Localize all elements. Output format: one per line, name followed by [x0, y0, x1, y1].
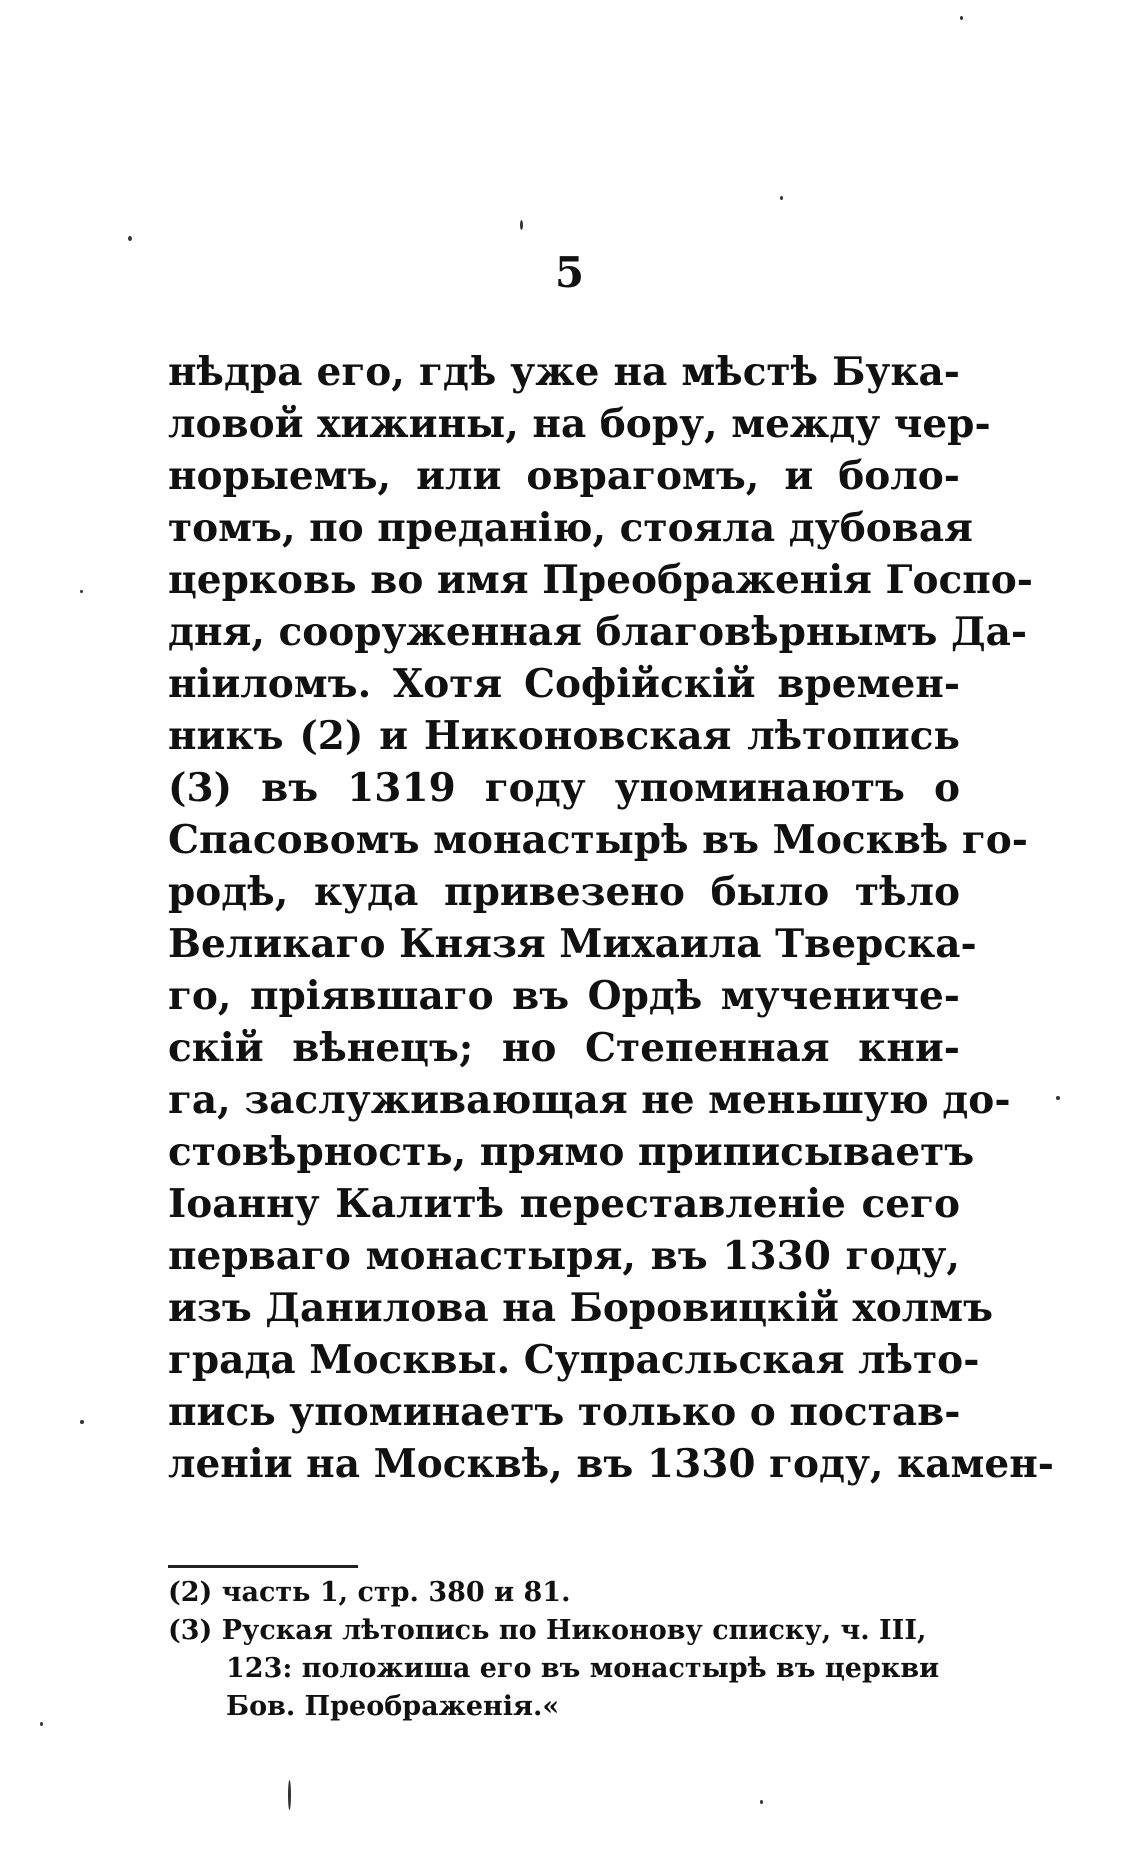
- text-line: церковь во имя Преображенія Госпо-: [168, 557, 1033, 603]
- scan-speck: [960, 16, 963, 20]
- body-text: [168, 346, 1054, 1490]
- footnote-separator: [168, 1565, 358, 1568]
- text-line: изъ Данилова на Боровицкій холмъ: [168, 1285, 994, 1331]
- text-line: норыемъ, или оврагомъ, и боло-: [168, 453, 960, 499]
- text-line: пись упоминаетъ только о постав-: [168, 1389, 961, 1435]
- scan-speck: [288, 1780, 291, 1810]
- text-line: Іоанну Калитѣ переставленіе сего: [168, 1181, 960, 1227]
- scan-speck: [128, 236, 132, 241]
- text-line: го, пріявшаго въ Ордѣ мучениче-: [168, 973, 960, 1019]
- text-line: га, заслуживающая не меньшую до-: [168, 1077, 1011, 1123]
- text-line: томъ, по преданію, стояла дубовая: [168, 505, 973, 551]
- text-line: леніи на Москвѣ, въ 1330 году, камен-: [168, 1441, 1054, 1487]
- footnotes: [168, 1574, 960, 1726]
- text-line: скій вѣнецъ; но Степенная кни-: [168, 1025, 960, 1071]
- text-line: нѣдра его, гдѣ уже на мѣстѣ Бука-: [168, 349, 960, 395]
- text-line: града Москвы. Супрасльская лѣто-: [168, 1337, 980, 1383]
- footnote-line: 123: положиша его въ монастырѣ въ церкви: [226, 1653, 940, 1684]
- scan-speck: [780, 196, 783, 200]
- footnote-line: (3) Руская лѣтопись по Никонову списку, ч. III,: [168, 1615, 927, 1646]
- footnote-line: Бов. Преображенія.«: [226, 1691, 560, 1722]
- page-number: 5: [554, 248, 586, 297]
- text-line: никъ (2) и Никоновская лѣтопись: [168, 713, 960, 759]
- footnote-line: (2) часть 1, стр. 380 и 81.: [168, 1577, 571, 1608]
- text-line: ніиломъ. Хотя Софійскій времен-: [168, 661, 960, 707]
- text-line: ловой хижины, на бору, между чер-: [168, 401, 991, 447]
- text-line: (3) въ 1319 году упоминаютъ о: [168, 765, 960, 811]
- text-line: дня, сооруженная благовѣрнымъ Да-: [168, 609, 1028, 655]
- scan-speck: [1056, 1096, 1060, 1100]
- scan-speck: [520, 220, 523, 230]
- text-line: стовѣрность, прямо приписываетъ: [168, 1129, 975, 1175]
- scan-speck: [40, 1722, 43, 1726]
- text-line: родѣ, куда привезено было тѣло: [168, 869, 960, 915]
- text-line: Спасовомъ монастырѣ въ Москвѣ го-: [168, 817, 1028, 863]
- text-line: перваго монастыря, въ 1330 году,: [168, 1233, 960, 1279]
- scan-speck: [80, 1420, 84, 1424]
- scan-speck: [760, 1800, 763, 1804]
- text-line: Великаго Князя Михаила Тверска-: [168, 921, 977, 967]
- scan-speck: [80, 590, 83, 593]
